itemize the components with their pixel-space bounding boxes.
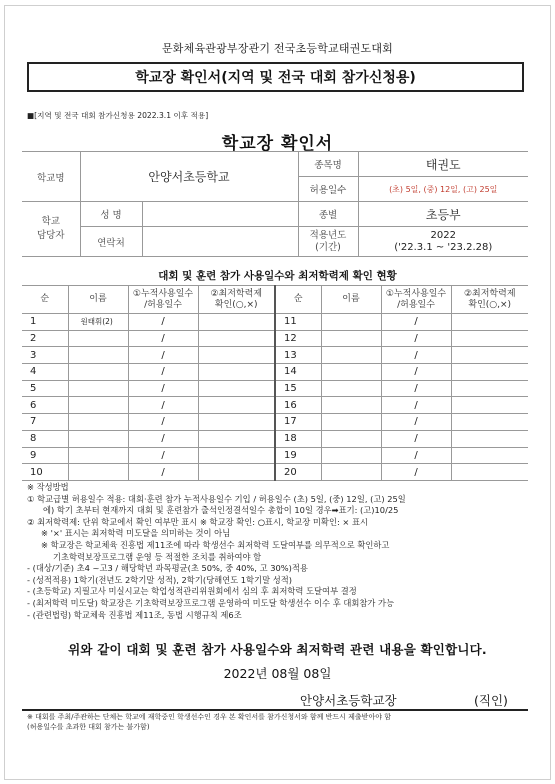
row-number: 17 — [275, 414, 321, 431]
row-name[interactable]: 원태휘(2) — [68, 314, 128, 331]
row-check[interactable] — [198, 414, 275, 431]
table-row — [22, 380, 528, 397]
row-check[interactable] — [451, 314, 528, 331]
usage-table — [22, 285, 528, 481]
detail-4: - (최저학력 미도달) 학교장은 기초학력보장프로그램 운영하여 미도달 학생선수 이수 후 대회참가 가능 — [27, 597, 395, 608]
row-check[interactable] — [198, 447, 275, 464]
row-check[interactable] — [451, 364, 528, 381]
row-name[interactable] — [68, 464, 128, 481]
row-number: 3 — [22, 347, 68, 364]
row-name[interactable] — [68, 430, 128, 447]
table-row — [22, 397, 528, 414]
row-days[interactable]: / — [381, 330, 451, 347]
row-name[interactable] — [321, 397, 381, 414]
staff-label: 학교 담당자 — [22, 202, 80, 257]
row-check[interactable] — [198, 430, 275, 447]
row-name[interactable] — [68, 347, 128, 364]
note-2b: ※ 학교장은 학교체육 진흥법 제11조에 따라 학생선수 최저학력 도달여부를 의무적으로 확인하고 — [41, 539, 390, 550]
staff-contact-field[interactable] — [142, 227, 298, 257]
note-1a: ① 학교급별 허용일수 적용: 대회·훈련 참가 누적사용일수 기입 / 허용일수 (초) 5일, (중) 12일, (고) 25일 — [27, 493, 406, 504]
row-days[interactable]: / — [128, 464, 198, 481]
detail-1: - (대상/기준) 초4 ~고3 / 해당학년 과목평균(초 50%, 중 40%, 고 30%)적용 — [27, 563, 308, 574]
table-row — [22, 430, 528, 447]
detail-3: - (초등학교) 지필고사 미실시교는 학업성적관리위원회에서 심의 후 최저학력 도달여부 결정 — [27, 586, 357, 597]
detail-5: - (관련법령) 학교체육 진흥법 제11조, 동법 시행규칙 제6조 — [27, 609, 242, 620]
staff-name-label: 성 명 — [80, 202, 142, 227]
footnote-line-2: (허용일수를 초과한 대회 참가는 불가함) — [27, 722, 150, 731]
signer-name: 안양서초등학교장 — [300, 693, 397, 708]
period-range: ('22.3.1 ~ '23.2.28) — [394, 241, 493, 253]
row-days[interactable]: / — [381, 347, 451, 364]
confirm-statement: 위와 같이 대회 및 훈련 참가 사용일수와 최저학력 관련 내용을 확인합니다. — [68, 642, 487, 657]
row-check[interactable] — [451, 430, 528, 447]
note-2c: 기초학력보장프로그램 운영 등 적절한 조치를 취하여야 함 — [53, 551, 262, 562]
row-check[interactable] — [451, 330, 528, 347]
note-2: ② 최저학력제: 단위 학교에서 확인 여부만 표시 ※ 학교장 확인: ○표시, 학교장 미확인: × 표시 — [27, 516, 369, 527]
row-number: 2 — [22, 330, 68, 347]
row-number: 20 — [275, 464, 321, 481]
table-row — [22, 364, 528, 381]
row-days[interactable]: / — [381, 414, 451, 431]
note-2a: ※ '×' 표시는 최저학력 미도달을 의미하는 것이 아님 — [41, 528, 231, 539]
row-name[interactable] — [321, 364, 381, 381]
row-number: 4 — [22, 364, 68, 381]
usage-header-row — [22, 286, 528, 314]
row-check[interactable] — [451, 397, 528, 414]
usage-section-title: 대회 및 훈련 참가 사용일수와 최저학력제 확인 현황 — [158, 270, 397, 282]
row-number: 12 — [275, 330, 321, 347]
row-name[interactable] — [321, 414, 381, 431]
row-days[interactable]: / — [381, 447, 451, 464]
allowed-days-value: (초) 5일, (중) 12일, (고) 25일 — [358, 177, 528, 202]
main-title: 학교장 확인서 — [221, 134, 334, 154]
header-days: ①누적사용일수 /허용일수 — [128, 286, 198, 314]
header-name-right: 이름 — [321, 286, 381, 314]
row-check[interactable] — [198, 380, 275, 397]
table-row — [22, 347, 528, 364]
header-name: 이름 — [68, 286, 128, 314]
row-check[interactable] — [451, 447, 528, 464]
school-label: 학교명 — [22, 152, 80, 202]
row-number: 19 — [275, 447, 321, 464]
row-days[interactable]: / — [381, 397, 451, 414]
row-check[interactable] — [451, 414, 528, 431]
row-number: 16 — [275, 397, 321, 414]
division-label: 종별 — [298, 202, 358, 227]
row-name[interactable] — [321, 464, 381, 481]
row-number: 9 — [22, 447, 68, 464]
period-year: 2022 — [430, 229, 456, 241]
info-table — [22, 151, 528, 257]
period-value — [358, 227, 528, 257]
row-number: 8 — [22, 430, 68, 447]
footnote — [27, 713, 532, 732]
allowed-days-label: 허용일수 — [298, 177, 358, 202]
row-check[interactable] — [198, 397, 275, 414]
row-days[interactable]: / — [128, 364, 198, 381]
header-check: ②최저학력제 확인(○,×) — [198, 286, 275, 314]
row-number: 10 — [22, 464, 68, 481]
row-days[interactable]: / — [128, 397, 198, 414]
row-number: 6 — [22, 397, 68, 414]
row-days[interactable]: / — [128, 447, 198, 464]
row-check[interactable] — [451, 464, 528, 481]
signature-divider — [22, 709, 528, 711]
table-row — [22, 447, 528, 464]
row-number: 7 — [22, 414, 68, 431]
row-name[interactable] — [68, 397, 128, 414]
row-number: 11 — [275, 314, 321, 331]
seal-label: (직인) — [474, 693, 508, 708]
school-name: 안양서초등학교 — [80, 152, 298, 202]
row-check[interactable] — [198, 364, 275, 381]
row-name[interactable] — [68, 330, 128, 347]
table-row — [22, 464, 528, 481]
document-title: 학교장 확인서(지역 및 전국 대회 참가신청용) — [27, 62, 524, 92]
row-days[interactable]: / — [128, 430, 198, 447]
staff-contact-label: 연락처 — [80, 227, 142, 257]
row-days[interactable]: / — [381, 464, 451, 481]
event-label: 종목명 — [298, 152, 358, 177]
row-days[interactable]: / — [381, 430, 451, 447]
row-name[interactable] — [321, 430, 381, 447]
confirm-date: 2022년 08월 08일 — [223, 666, 332, 681]
row-number: 1 — [22, 314, 68, 331]
row-days[interactable]: / — [128, 330, 198, 347]
row-name[interactable] — [321, 380, 381, 397]
row-days[interactable]: / — [128, 414, 198, 431]
row-check[interactable] — [451, 380, 528, 397]
header-no-right: 순 — [275, 286, 321, 314]
applicability-note: ■[지역 및 전국 대회 참가신청용 2022.3.1 이후 적용] — [27, 111, 209, 120]
notes-heading: ※ 작성방법 — [27, 482, 69, 492]
period-label: 적용년도 (기간) — [298, 227, 358, 257]
table-row — [22, 330, 528, 347]
row-number: 5 — [22, 380, 68, 397]
row-name[interactable] — [321, 330, 381, 347]
row-days[interactable]: / — [128, 380, 198, 397]
header-days-right: ①누적사용일수 /허용일수 — [381, 286, 451, 314]
row-number: 18 — [275, 430, 321, 447]
row-days[interactable]: / — [381, 380, 451, 397]
row-name[interactable] — [321, 447, 381, 464]
note-1b: 에) 학기 초부터 현재까지 대회 및 훈련참가 출석인정결석일수 총합이 10일 경우➡표기: (고)10/25 — [43, 505, 399, 516]
row-check[interactable] — [198, 347, 275, 364]
table-row — [22, 314, 528, 331]
row-check[interactable] — [198, 330, 275, 347]
row-number: 13 — [275, 347, 321, 364]
staff-name-field[interactable] — [142, 202, 298, 227]
event-value: 태권도 — [358, 152, 528, 177]
row-name[interactable] — [68, 364, 128, 381]
row-check[interactable] — [198, 314, 275, 331]
footnote-line-1: ※ 대회를 주최/주관하는 단체는 학교에 재학중인 학생선수인 경우 본 확인서를 참가신청서와 함께 반드시 제출받아야 함 — [27, 713, 391, 721]
notes-section — [27, 482, 532, 621]
organization-name: 문화체육관광부장관기 전국초등학교태권도대회 — [161, 42, 394, 55]
table-row — [22, 414, 528, 431]
division-value: 초등부 — [358, 202, 528, 227]
row-days[interactable]: / — [128, 314, 198, 331]
row-number: 14 — [275, 364, 321, 381]
row-name[interactable] — [68, 447, 128, 464]
detail-2: - (성적적용) 1학기(전년도 2학기말 성적), 2학기(당해연도 1학기말 성적) — [27, 574, 293, 585]
row-days[interactable]: / — [128, 347, 198, 364]
row-check[interactable] — [451, 347, 528, 364]
row-name[interactable] — [321, 347, 381, 364]
header-no: 순 — [22, 286, 68, 314]
row-name[interactable] — [68, 414, 128, 431]
row-name[interactable] — [321, 314, 381, 331]
row-days[interactable]: / — [381, 364, 451, 381]
row-check[interactable] — [198, 464, 275, 481]
header-check-right: ②최저학력제 확인(○,×) — [451, 286, 528, 314]
row-name[interactable] — [68, 380, 128, 397]
row-number: 15 — [275, 380, 321, 397]
row-days[interactable]: / — [381, 314, 451, 331]
